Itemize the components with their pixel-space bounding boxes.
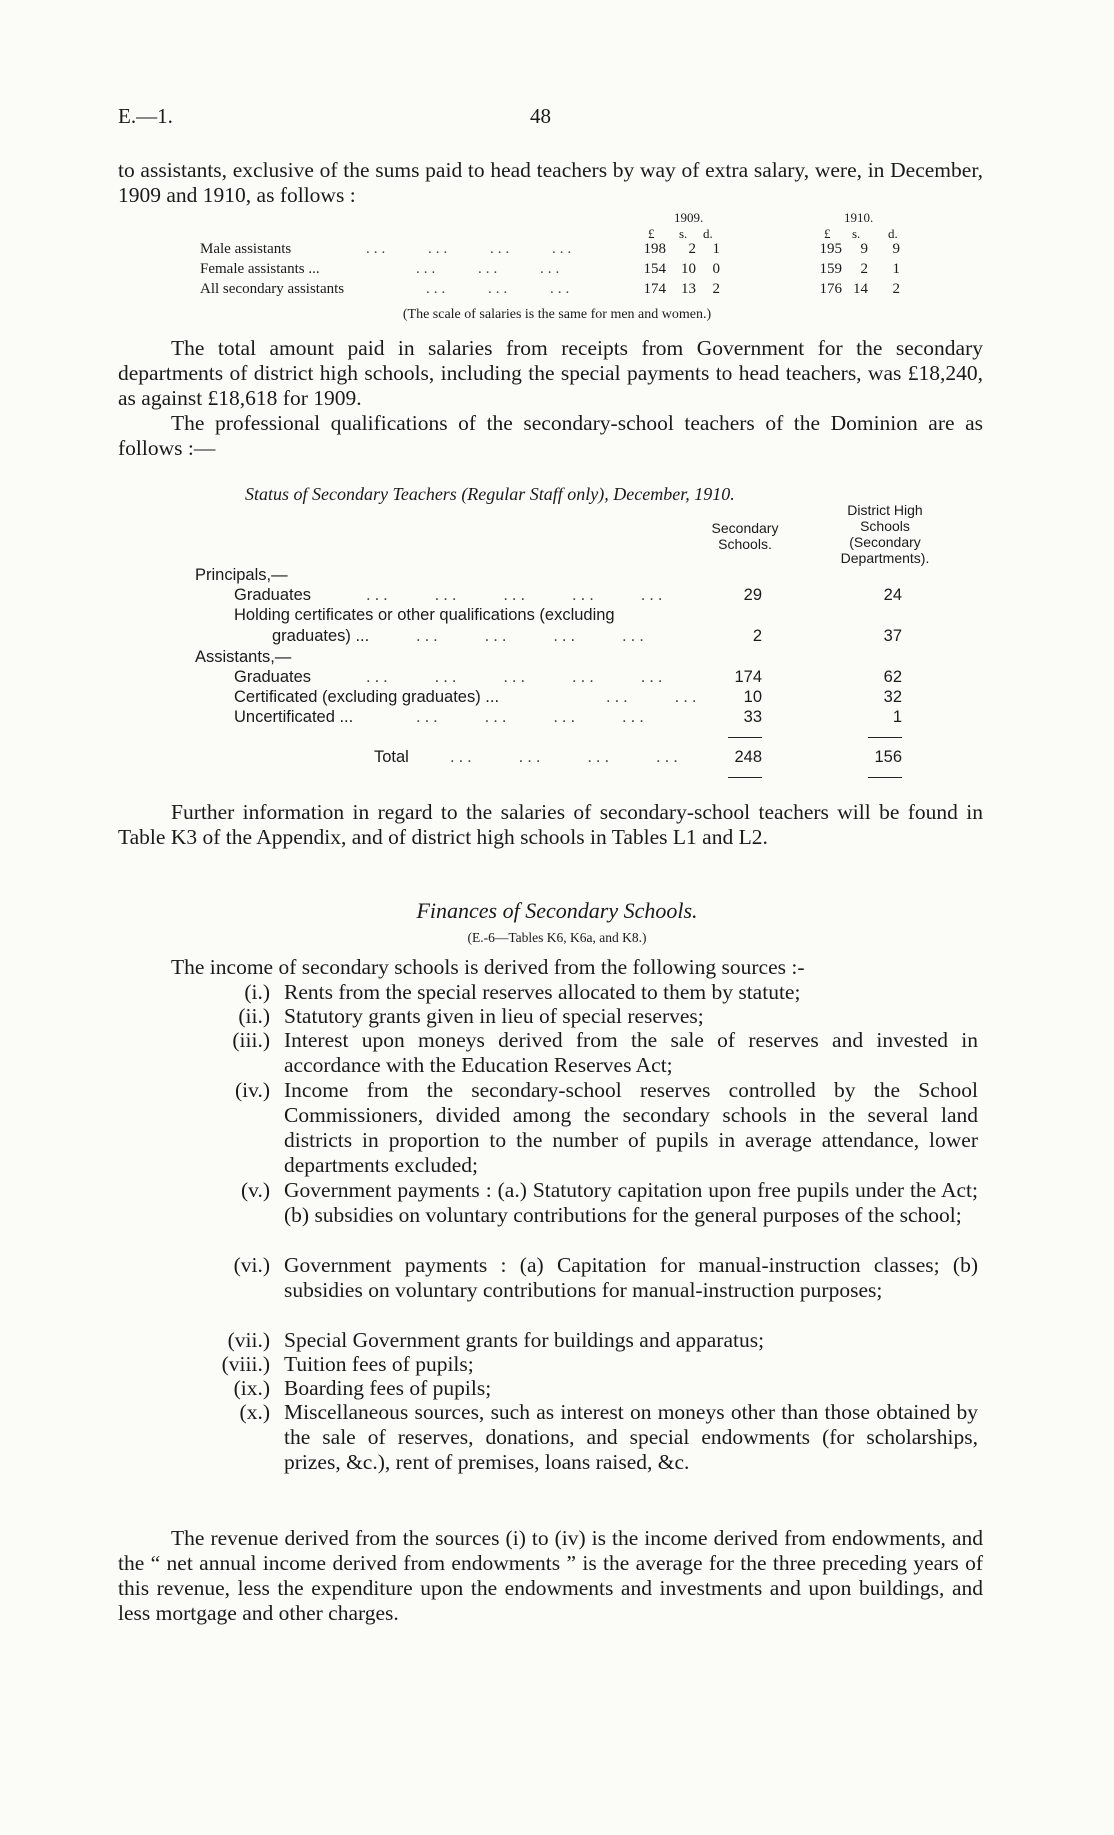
salary-shillings: 2	[688, 241, 696, 257]
revenue-paragraph: The revenue derived from the sources (i) to (iv) is the income derived from endowments, and the “ net annual income derived from endowments ” is the average for the three preceding years of this revenue, less the expenditure upon the endowments and investments and upon buildings, and less mortgage and other charges.	[118, 1526, 983, 1625]
salary-shillings: 9	[860, 241, 868, 257]
list-item-number: (i.)	[244, 980, 270, 1004]
sum-rule	[728, 737, 762, 738]
list-item-text: Tuition fees of pupils;	[284, 1352, 474, 1376]
salary-pounds: 159	[819, 261, 842, 277]
status-row-label: Holding certificates or other qualifications (excluding	[234, 606, 615, 624]
total-rule	[728, 777, 762, 778]
page-number: 48	[530, 104, 551, 128]
total-salary-paragraph: The total amount paid in salaries from receipts from Government for the secondary departments of district high schools, including the special payments to head teachers, was £18,240, as against £18,618 for 1909.	[118, 336, 983, 410]
assistants-heading: Assistants,—	[195, 648, 292, 666]
income-lead: The income of secondary schools is derived from the following sources :-	[171, 955, 805, 979]
salary-pounds: 174	[643, 281, 666, 297]
year-1910-heading: 1910.	[844, 210, 874, 225]
list-item-number: (iv.)	[234, 1078, 270, 1102]
intro-paragraph: to assistants, exclusive of the sums paid to head teachers by way of extra salary, were, in December, 1909 and 1910, as follows :	[118, 158, 983, 207]
list-item-text: Boarding fees of pupils;	[284, 1376, 492, 1400]
principals-heading: Principals,—	[195, 566, 288, 584]
district-count: 1	[892, 708, 902, 726]
leader-dots: ... ... ... ...	[450, 748, 682, 766]
status-row-label: Graduates	[234, 586, 312, 604]
salary-pence: 1	[712, 241, 720, 257]
list-item-number: (v.)	[240, 1178, 270, 1202]
secondary-count: 33	[743, 708, 762, 726]
year-1909-heading: 1909.	[674, 210, 704, 225]
salary-pence: 0	[712, 261, 720, 277]
leader-dots: ... ... ... ...	[416, 627, 648, 645]
col-district-heading: District High Schools (Secondary Departments).	[840, 502, 930, 566]
list-item-text: Government payments : (a) Capitation for manual-instruction classes; (b) subsidies on voluntary contributions for manual-instruction purposes;	[284, 1253, 978, 1302]
salary-pounds: 154	[643, 261, 666, 277]
list-item-text: Rents from the special reserves allocated to them by statute;	[284, 980, 801, 1004]
total-label: Total	[374, 748, 409, 766]
list-item-number: (viii.)	[221, 1352, 270, 1376]
secondary-total: 248	[734, 748, 762, 766]
further-info-paragraph: Further information in regard to the salaries of secondary-school teachers will be found in Table K3 of the Appendix, and of district high schools in Tables L1 and L2.	[118, 800, 983, 849]
finances-subheading: (E.-6—Tables K6, K6a, and K8.)	[467, 930, 647, 945]
salary-pence: 1	[892, 261, 900, 277]
salary-row-label: All secondary assistants	[200, 281, 345, 297]
status-table-title: Status of Secondary Teachers (Regular Staff only), December, 1910.	[245, 484, 735, 504]
salary-pence: 9	[892, 241, 900, 257]
leader-dots: ... ...	[606, 688, 701, 706]
salary-pounds: 176	[819, 281, 842, 297]
leader-dots: ... ... ... ...	[416, 708, 648, 726]
salary-pence: 2	[892, 281, 900, 297]
list-item-text: Miscellaneous sources, such as interest on moneys other than those obtained by the sale of reserves, donations, and special endowments (for scholarships, prizes, &c.), rent of premises, loans raised, &c.	[284, 1400, 978, 1474]
list-item-text: Income from the secondary-school reserves controlled by the School Commissioners, divided among the secondary schools in the several land districts in proportion to the number of pupils in average attendance, lower departments excluded;	[284, 1078, 978, 1177]
leader-dots: ... ... ... ... ...	[366, 586, 667, 604]
salary-shillings: 10	[681, 261, 696, 277]
secondary-count: 29	[743, 586, 762, 604]
col-secondary-heading: Secondary Schools.	[711, 520, 779, 552]
list-item-number: (ix.)	[233, 1376, 270, 1400]
pence-unit-1909: d.	[703, 226, 713, 241]
pound-unit-1909: £	[648, 226, 655, 241]
report-code: E.—1.	[118, 104, 173, 128]
pound-unit-1910: £	[824, 226, 831, 241]
sum-rule	[868, 737, 902, 738]
list-item-text: Special Government grants for buildings and apparatus;	[284, 1328, 765, 1352]
secondary-count: 10	[743, 688, 762, 706]
finances-heading: Finances of Secondary Schools.	[416, 898, 698, 923]
salary-row-label: Female assistants ...	[200, 261, 320, 277]
list-item-text: Government payments : (a.) Statutory capitation upon free pupils under the Act; (b) subsidies on voluntary contributions for the general purposes of the school;	[284, 1178, 978, 1227]
status-row-label: Graduates	[234, 668, 312, 686]
list-item-text: Statutory grants given in lieu of special reserves;	[284, 1004, 704, 1028]
list-item-number: (iii.)	[232, 1028, 270, 1052]
list-item-number: (vii.)	[227, 1328, 270, 1352]
salary-pounds: 198	[643, 241, 666, 257]
salary-note: (The scale of salaries is the same for men and women.)	[402, 307, 712, 322]
list-item-number: (vi.)	[233, 1253, 270, 1277]
salary-pounds: 195	[819, 241, 842, 257]
district-total: 156	[874, 748, 902, 766]
status-row-label: Uncertificated ...	[234, 708, 354, 726]
leader-dots: ... ... ...	[426, 281, 574, 297]
total-rule	[868, 777, 902, 778]
shilling-unit-1909: s.	[679, 226, 688, 241]
qualifications-paragraph: The professional qualifications of the secondary-school teachers of the Dominion are as follows :—	[118, 411, 983, 460]
secondary-count: 2	[752, 627, 762, 645]
district-count: 37	[883, 627, 902, 645]
leader-dots: ... ... ... ... ...	[366, 668, 667, 686]
salary-pence: 2	[712, 281, 720, 297]
district-count: 24	[883, 586, 902, 604]
list-item-text: Interest upon moneys derived from the sale of reserves and invested in accordance with the Education Reserves Act;	[284, 1028, 978, 1077]
leader-dots: ... ... ... ...	[366, 241, 576, 257]
secondary-count: 174	[734, 668, 762, 686]
salary-shillings: 13	[681, 281, 696, 297]
status-row-label-cont: graduates) ...	[272, 627, 370, 645]
status-row-label: Certificated (excluding graduates) ...	[234, 688, 500, 706]
list-item-number: (x.)	[239, 1400, 270, 1424]
pence-unit-1910: d.	[888, 226, 898, 241]
salary-shillings: 14	[853, 281, 868, 297]
district-count: 32	[883, 688, 902, 706]
list-item-number: (ii.)	[238, 1004, 270, 1028]
district-count: 62	[883, 668, 902, 686]
salary-row-label: Male assistants	[200, 241, 292, 257]
leader-dots: ... ... ...	[416, 261, 564, 277]
shilling-unit-1910: s.	[852, 226, 861, 241]
salary-shillings: 2	[860, 261, 868, 277]
